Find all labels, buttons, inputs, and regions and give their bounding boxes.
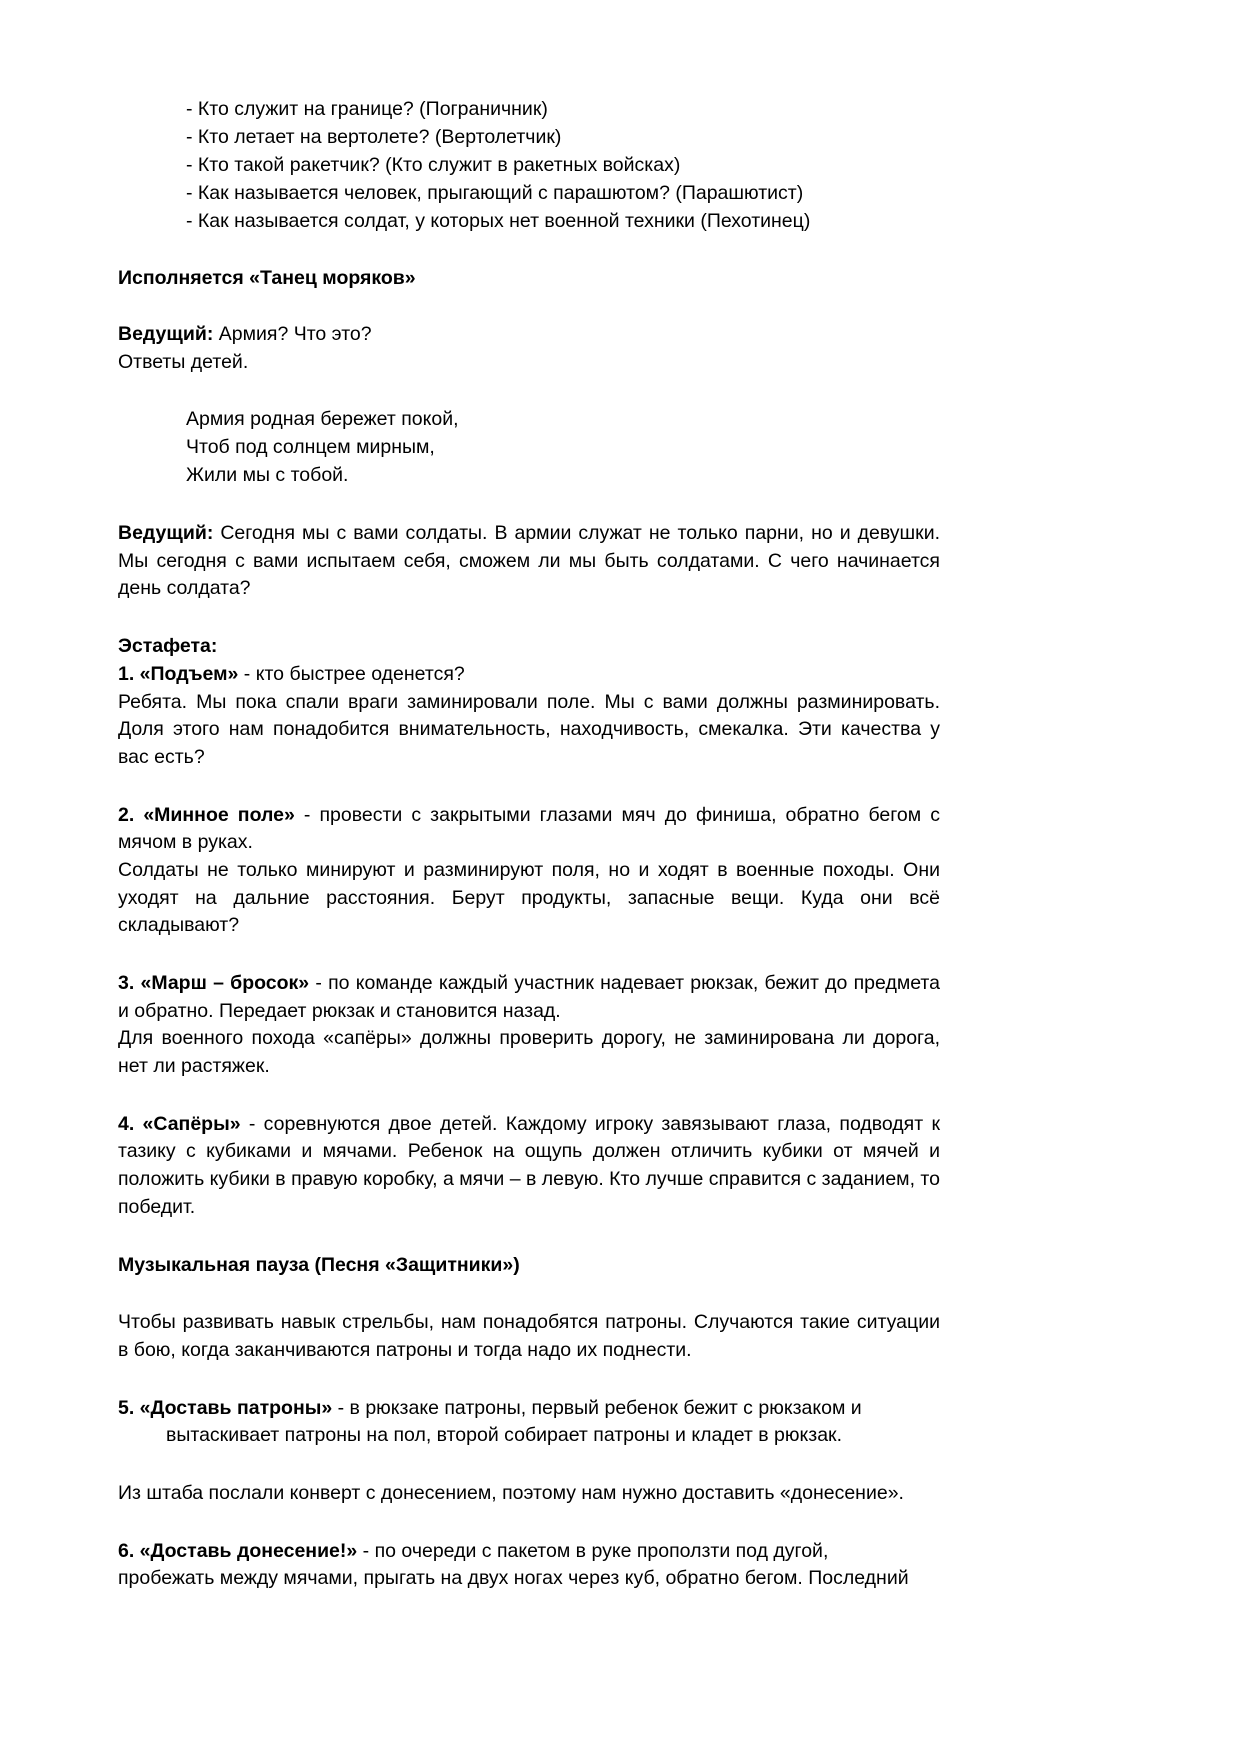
spacer (118, 603, 940, 633)
relay-item-name: 2. «Минное поле» (118, 803, 295, 826)
relay-item-4-title (118, 1111, 940, 1222)
quiz-question-item: - Как называется солдат, у которых нет военной техники (Пехотинец) (186, 209, 811, 232)
relay-item-6-title (118, 1538, 940, 1566)
relay-item-desc: - провести с закрытыми глазами мяч до финиша, обратно бегом с мячом в руках. (118, 803, 941, 854)
relay-item-2-body: Солдаты не только минируют и разминируют поля, но и ходят в военные походы. Они уходят на дальние расстояния. Берут продукты, запасные вещи. Куда они всё складывают? (118, 858, 940, 937)
relay-item-2-title (118, 802, 940, 857)
cartridges-intro: Чтобы развивать навык стрельбы, нам понадобятся патроны. Случаются такие ситуации в бою, когда заканчиваются патроны и тогда надо их поднести. (118, 1311, 940, 1361)
verse-block (186, 406, 940, 490)
relay-item-name: 1. «Подъем» (118, 662, 239, 685)
relay-item-name: 3. «Марш – бросок» (118, 972, 310, 994)
spacer (118, 235, 940, 265)
verse-line: Армия родная бережет покой, (186, 408, 459, 431)
host-label: Ведущий: (118, 323, 214, 346)
relay-item-5-title (118, 1395, 940, 1423)
children-answers: Ответы детей. (118, 350, 249, 373)
host-line-1 (118, 321, 940, 349)
relay-item-desc: - по очереди с пакетом в руке проползти под дугой, (357, 1539, 829, 1562)
host-speech: Армия? Что это? (213, 323, 372, 346)
quiz-question-item: - Кто летает на вертолете? (Вертолетчик) (186, 125, 562, 148)
music-pause-heading: Музыкальная пауза (Песня «Защитники») (118, 1253, 520, 1276)
relay-item-name: 5. «Доставь патроны» (118, 1396, 333, 1419)
relay-item-1-body: Ребята. Мы пока спали враги заминировали поле. Мы с вами должны разминировать. Доля этого нам понадобится внимательность, находчивость, смекалка. Эти качества у вас есть? (118, 690, 940, 768)
relay-item-name: 4. «Сапёры» (118, 1112, 241, 1135)
spacer (118, 1081, 940, 1111)
relay-item-desc: - соревнуются двое детей. Каждому игроку завязывают глаза, подводят к тазику с кубиками и мячами. Ребенок на ощупь должен отличить кубики от мячей и положить кубики в правую коробку, а мячи – в левую. Кто лучше справится с заданием, то победит. (118, 1112, 940, 1218)
relay-item-desc: - кто быстрее оденется? (238, 662, 465, 685)
quiz-question-item: - Как называется человек, прыгающий с парашютом? (Парашютист) (186, 181, 804, 204)
quiz-question-item: - Кто служит на границе? (Пограничник) (186, 98, 548, 120)
relay-item-6-continuation: пробежать между мячами, прыгать на двух ногах через куб, обратно бегом. Последний (118, 1567, 909, 1590)
spacer (118, 1279, 940, 1309)
spacer (118, 940, 940, 970)
spacer (118, 376, 940, 406)
spacer (118, 1508, 940, 1538)
quiz-question-item: - Кто такой ракетчик? (Кто служит в ракетных войсках) (186, 153, 681, 176)
relay-item-3-body: Для военного похода «сапёры» должны проверить дорогу, не заминирована ли дорога, нет ли растяжек. (118, 1027, 940, 1078)
relay-item-5-continuation: вытаскивает патроны на пол, второй собирает патроны и кладет в рюкзак. (166, 1424, 842, 1447)
dance-heading: Исполняется «Танец моряков» (118, 267, 416, 290)
verse-line: Чтоб под солнцем мирным, (186, 436, 435, 459)
verse-line: Жили мы с тобой. (186, 464, 349, 487)
relay-item-1-title (118, 661, 940, 689)
spacer (118, 1222, 940, 1252)
spacer (118, 1365, 940, 1395)
spacer (118, 293, 940, 321)
quiz-question-list (186, 96, 940, 235)
document-body (118, 96, 940, 1593)
spacer (118, 490, 940, 520)
host-label: Ведущий: (118, 522, 214, 545)
relay-item-desc: - в рюкзаке патроны, первый ребенок бежит с рюкзаком и (332, 1396, 862, 1419)
relay-heading: Эстафета: (118, 635, 218, 658)
spacer (118, 1450, 940, 1480)
host-speech: Сегодня мы с вами солдаты. В армии служат не только парни, но и девушки. Мы сегодня с вами испытаем себя, сможем ли мы быть солдатами. С чего начинается день солдата? (118, 522, 940, 600)
relay-item-name: 6. «Доставь донесение!» (118, 1539, 358, 1562)
relay-item-desc: - по команде каждый участник надевает рюкзак, бежит до предмета и обратно. Передает рюкзак и становится назад. (118, 972, 940, 1022)
spacer (118, 772, 940, 802)
envelope-text: Из штаба послали конверт с донесением, поэтому нам нужно доставить «донесение». (118, 1481, 904, 1504)
host-line-2 (118, 520, 940, 603)
relay-item-3-title (118, 970, 940, 1025)
